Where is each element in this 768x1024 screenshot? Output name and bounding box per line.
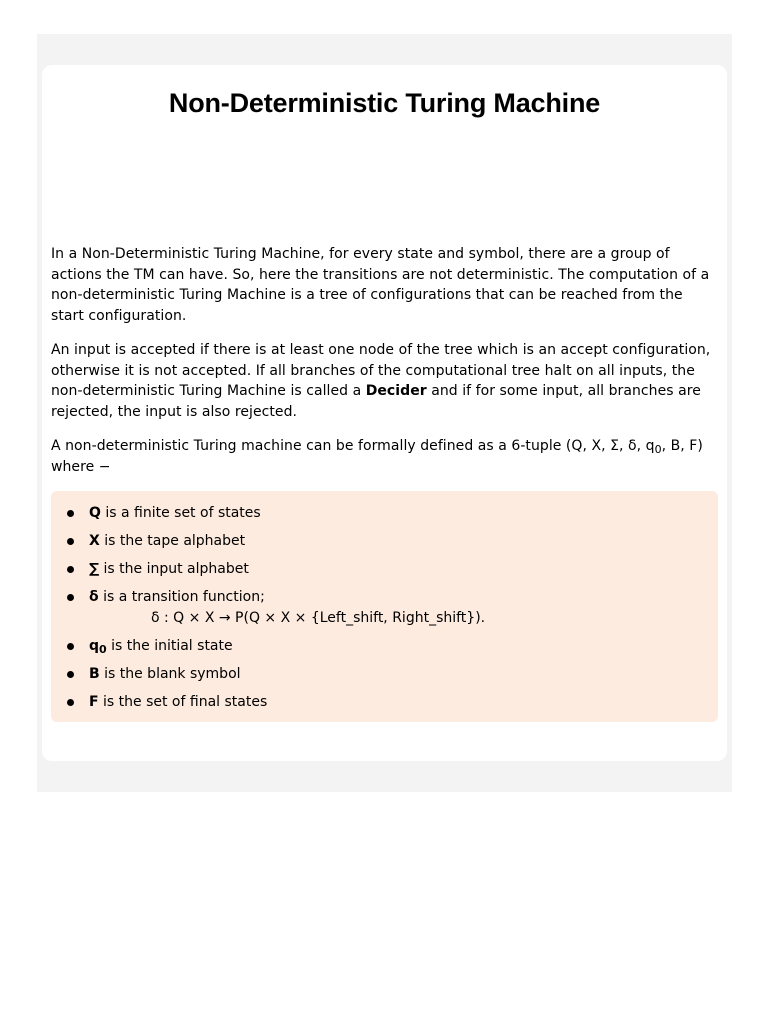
definition-item-sigma: [51, 559, 718, 580]
definition-term: ∑: [89, 561, 100, 578]
definition-text: is a transition function;: [98, 589, 265, 606]
definition-term: Q: [89, 505, 101, 521]
definition-term: B: [89, 665, 100, 682]
bullet-icon: [67, 538, 74, 545]
article-body: [51, 244, 718, 722]
paragraph-acceptance-text-2: and if for some input, all branches are rejected, the input is also rejected.: [51, 383, 701, 420]
paragraph-intro: In a Non-Deterministic Turing Machine, for every state and symbol, there are a group of actions the TM can have. So, here the transitions are not deterministic. The computation of a non-deterministic Turing Machine is a tree of configurations that can be reached from the start configuration.: [51, 246, 710, 324]
article-card: [42, 65, 727, 761]
definition-list: [51, 503, 718, 713]
definition-text: is the input alphabet: [99, 561, 249, 578]
bullet-icon: [67, 671, 74, 678]
definition-term-subscript: 0: [99, 642, 107, 656]
transition-formula: δ : Q × X → P(Q × X × {Left_shift, Right_shift}).: [151, 609, 486, 626]
paragraph-definition-text-2: , B, F) where −: [51, 438, 703, 475]
paragraph-acceptance: [51, 340, 718, 422]
definition-item-f: [51, 692, 718, 713]
paragraph-definition: [51, 436, 718, 477]
bullet-icon: [67, 643, 74, 650]
definition-text: is the set of final states: [98, 694, 268, 711]
page-background: [37, 34, 732, 792]
q0-subscript: 0: [654, 443, 662, 456]
definition-item-b: [51, 664, 718, 685]
definition-text: is the tape alphabet: [99, 533, 246, 550]
definition-term: [89, 638, 107, 654]
definition-item-delta: [51, 587, 718, 628]
definition-term: δ: [89, 589, 99, 606]
definition-item-x: [51, 531, 718, 552]
definition-term: F: [89, 694, 99, 711]
paragraph-definition-text-1: A non-deterministic Turing machine can be formally defined as a 6-tuple (Q, X, Σ, δ, q: [51, 438, 655, 454]
page-title: Non-Deterministic Turing Machine: [168, 88, 601, 118]
definition-text: is the initial state: [106, 637, 233, 654]
definition-text: is a finite set of states: [100, 505, 261, 521]
bullet-icon: [67, 699, 74, 706]
bullet-icon: [67, 510, 74, 517]
definition-item-q0: [51, 636, 718, 657]
decider-term: Decider: [365, 383, 427, 399]
definition-term: X: [89, 533, 100, 550]
bullet-icon: [67, 566, 74, 573]
definition-term-base: q: [89, 637, 100, 654]
bullet-icon: [67, 594, 74, 601]
paragraph-acceptance-text-1: An input is accepted if there is at least one node of the tree which is an accept configuration, otherwise it is not accepted. If all branches of the computational tree halt on all inputs, the non-deterministic Turing Machine is called a: [51, 342, 711, 399]
definition-box: [51, 491, 718, 722]
definition-item-q: [51, 503, 718, 524]
definition-text: is the blank symbol: [99, 665, 241, 682]
